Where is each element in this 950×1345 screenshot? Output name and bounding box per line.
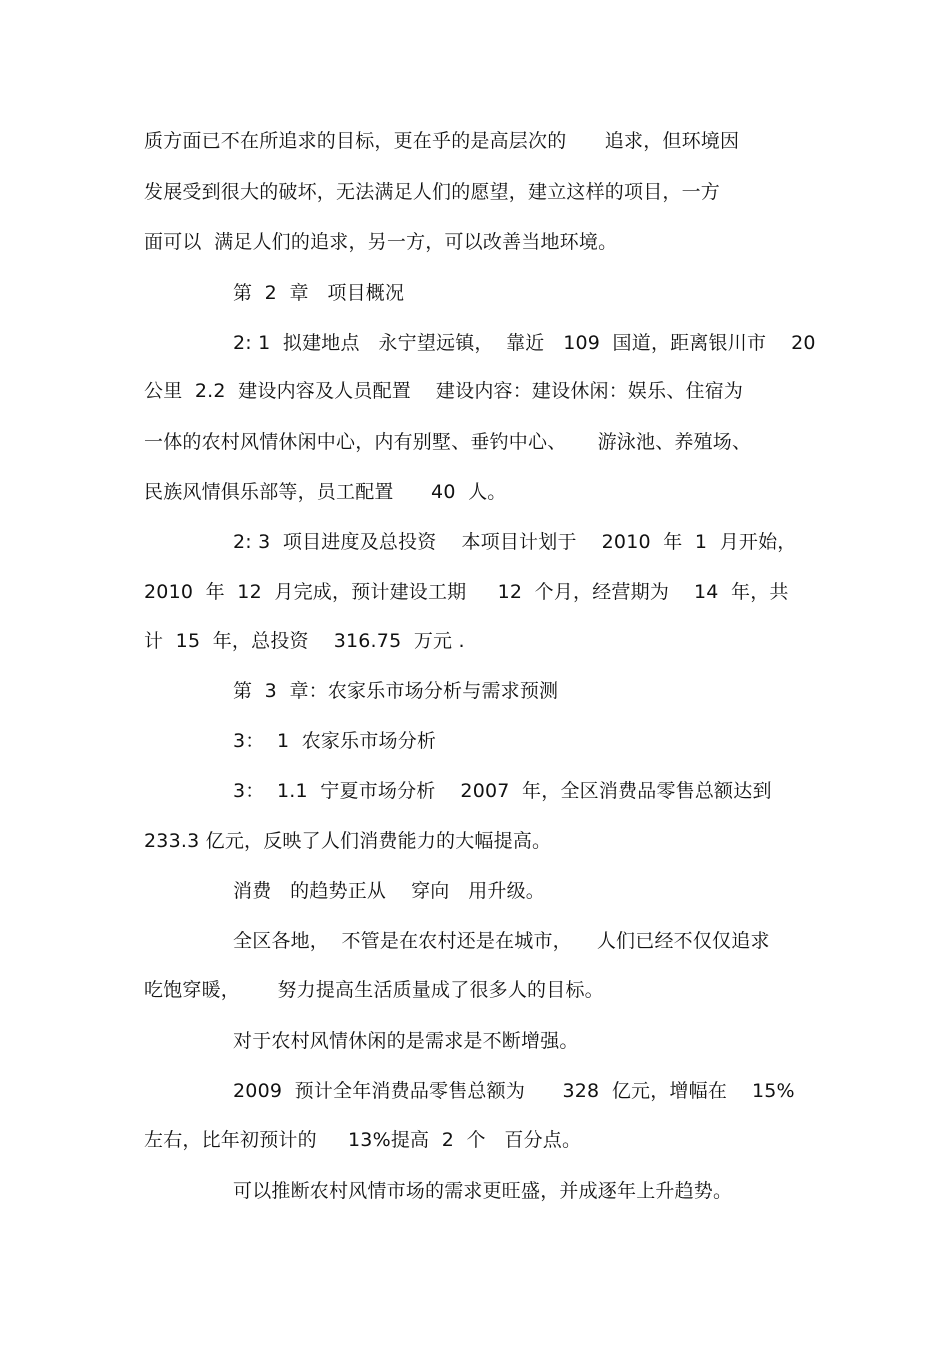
text-line: 对于农村风情休闲的是需求是不断增强。 — [233, 1030, 579, 1052]
text-line: 面可以 满足人们的追求，另一方，可以改善当地环境。 — [144, 231, 618, 253]
text-line: 全区各地， 不管是在农村还是在城市， 人们已经不仅仅追求 — [233, 930, 770, 952]
text-line: 消费 的趋势正从 穿向 用升级。 — [233, 880, 545, 902]
text-line: 2: 1 拟建地点 永宁望远镇， 靠近 109 国道，距离银川市 20 — [233, 332, 816, 354]
text-line: 吃饱穿暖， 努力提高生活质量成了很多人的目标。 — [144, 979, 604, 1001]
section-heading: 3： 1 农家乐市场分析 — [233, 730, 437, 752]
text-line: 计 15 年，总投资 316.75 万元 . — [144, 630, 465, 652]
chapter-heading: 第 3 章：农家乐市场分析与需求预测 — [233, 680, 559, 702]
text-line: 民族风情俱乐部等，员工配置 40 人。 — [144, 481, 507, 503]
chapter-heading: 第 2 章 项目概况 — [233, 282, 405, 304]
text-line: 质方面已不在所追求的目标，更在乎的是高层次的 追求，但环境因 — [144, 130, 740, 152]
text-line: 3： 1.1 宁夏市场分析 2007 年，全区消费品零售总额达到 — [233, 780, 772, 802]
text-line: 2: 3 项目进度及总投资 本项目计划于 2010 年 1 月开始， — [233, 531, 797, 553]
text-line: 一体的农村风情休闲中心，内有别墅、垂钓中心、 游泳池、养殖场、 — [144, 431, 752, 453]
text-line: 2009 预计全年消费品零售总额为 328 亿元，增幅在 15% — [233, 1080, 795, 1102]
text-line: 2010 年 12 月完成，预计建设工期 12 个月，经营期为 14 年，共 — [144, 581, 789, 603]
text-line: 公里 2.2 建设内容及人员配置 建设内容：建设休闲：娱乐、住宿为 — [144, 380, 744, 402]
text-line: 可以推断农村风情市场的需求更旺盛，并成逐年上升趋势。 — [233, 1180, 733, 1202]
text-line: 发展受到很大的破坏，无法满足人们的愿望，建立这样的项目，一方 — [144, 181, 721, 203]
text-line: 左右，比年初预计的 13%提高 2 个 百分点。 — [144, 1129, 582, 1151]
text-line: 233.3 亿元，反映了人们消费能力的大幅提高。 — [144, 830, 552, 852]
